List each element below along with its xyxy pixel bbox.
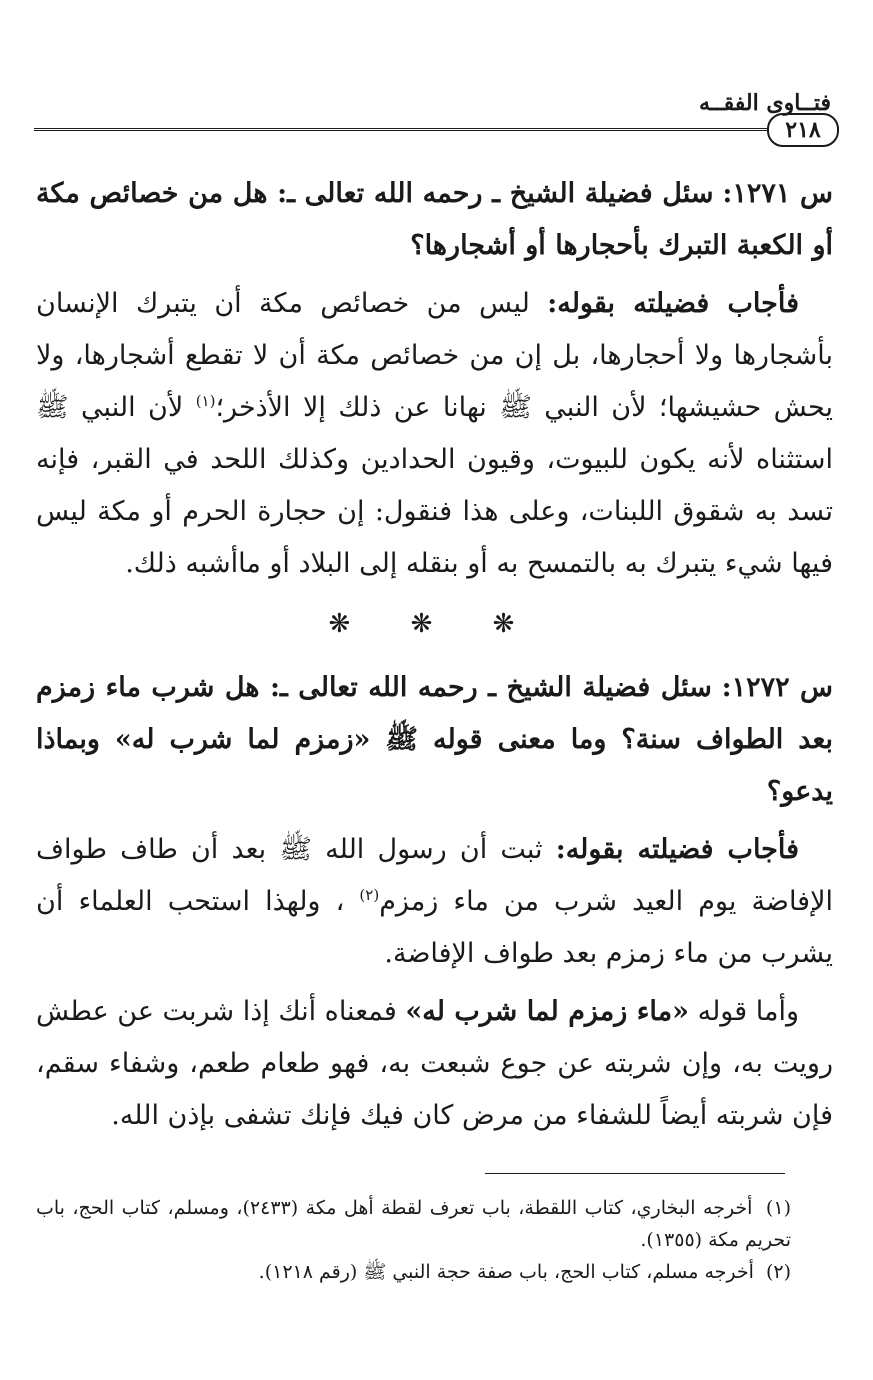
- answer-2-continued: [36, 986, 833, 1142]
- footnote-text: أخرجه مسلم، كتاب الحج، باب صفة حجة النبي ﷺ (رقم ١٢١٨).: [258, 1261, 754, 1283]
- footnote-number: (٢): [765, 1261, 791, 1283]
- paragraph-text: فمعناه أنك إذا شربت عن عطش رويت به، وإن شربته عن جوع شبعت به، فهو طعام طعم، وشفاء سقم، فإن شربته أيضاً للشفاء من مرض كان فيك فإنك تشفى بإذن الله.: [36, 996, 833, 1131]
- answer-text: ليس من خصائص مكة أن يتبرك الإنسان بأشجارها ولا أحجارها، بل إن من خصائص مكة أن لا تقطع أشجارها، ولا يحش حشيشها؛ لأن النبي ﷺ نهانا عن ذلك إلا الأذخر؛: [36, 288, 833, 423]
- footnote-text: أخرجه البخاري، كتاب اللقطة، باب تعرف لقطة أهل مكة (٢٤٣٣)، ومسلم، كتاب الحج، باب تحريم مكة (١٣٥٥).: [36, 1197, 791, 1251]
- footnote-rule: [485, 1173, 785, 1174]
- footnote-1: [36, 1192, 791, 1256]
- page-number: ٢١٨: [767, 113, 839, 147]
- answer-text: ، ولهذا استحب العلماء أن يشرب من ماء زمزم بعد طواف الإفاضة.: [36, 886, 833, 969]
- answer-lead: فأجاب فضيلته بقوله:: [547, 288, 799, 319]
- question-text: سئل فضيلة الشيخ ـ رحمه الله تعالى ـ: هل شرب ماء زمزم بعد الطواف سنة؟ وما معنى قوله ﷺ «زمزم لما شرب له» وبماذا يدعو؟: [36, 672, 833, 807]
- footnote-number: (١): [765, 1197, 791, 1219]
- answer-lead: فأجاب فضيلته بقوله:: [555, 834, 800, 865]
- header-rule: [34, 128, 769, 131]
- question-1: [36, 168, 833, 272]
- footnote-2: [36, 1256, 791, 1288]
- answer-1: [36, 278, 833, 590]
- question-label: س ١٢٧١:: [722, 178, 833, 209]
- question-2: [36, 662, 833, 818]
- answer-text: لأن النبي ﷺ استثناه لأنه يكون للبيوت، وقيون الحدادين وكذلك اللحد في القبر، فإنه تسد به شقوق اللبنات، وعلى هذا فنقول: إن حجارة الحرم أو مكة ليس فيها شيء يتبرك به بالتمسح به أو بنقله إلى البلاد أو ماأشبه ذلك.: [36, 392, 833, 579]
- question-label: س ١٢٧٢:: [721, 672, 833, 703]
- section-separator: ❋ ❋ ❋: [328, 609, 541, 639]
- running-title: فتــاوى الفقــه: [698, 90, 831, 116]
- answer-2: [36, 824, 833, 980]
- footnote-ref: (٢): [359, 886, 380, 904]
- hadith-quote: «ماء زمزم لما شرب له»: [405, 996, 689, 1027]
- footnote-ref: (١): [195, 392, 216, 410]
- body-text: [36, 168, 833, 1148]
- footnotes: [36, 1192, 791, 1288]
- answer-text: ثبت أن رسول الله ﷺ بعد أن طاف طواف الإفاضة يوم العيد شرب من ماء زمزم: [36, 834, 833, 917]
- question-text: سئل فضيلة الشيخ ـ رحمه الله تعالى ـ: هل من خصائص مكة أو الكعبة التبرك بأحجارها أو أشجارها؟: [36, 178, 833, 261]
- paragraph-text: وأما قوله: [697, 996, 799, 1027]
